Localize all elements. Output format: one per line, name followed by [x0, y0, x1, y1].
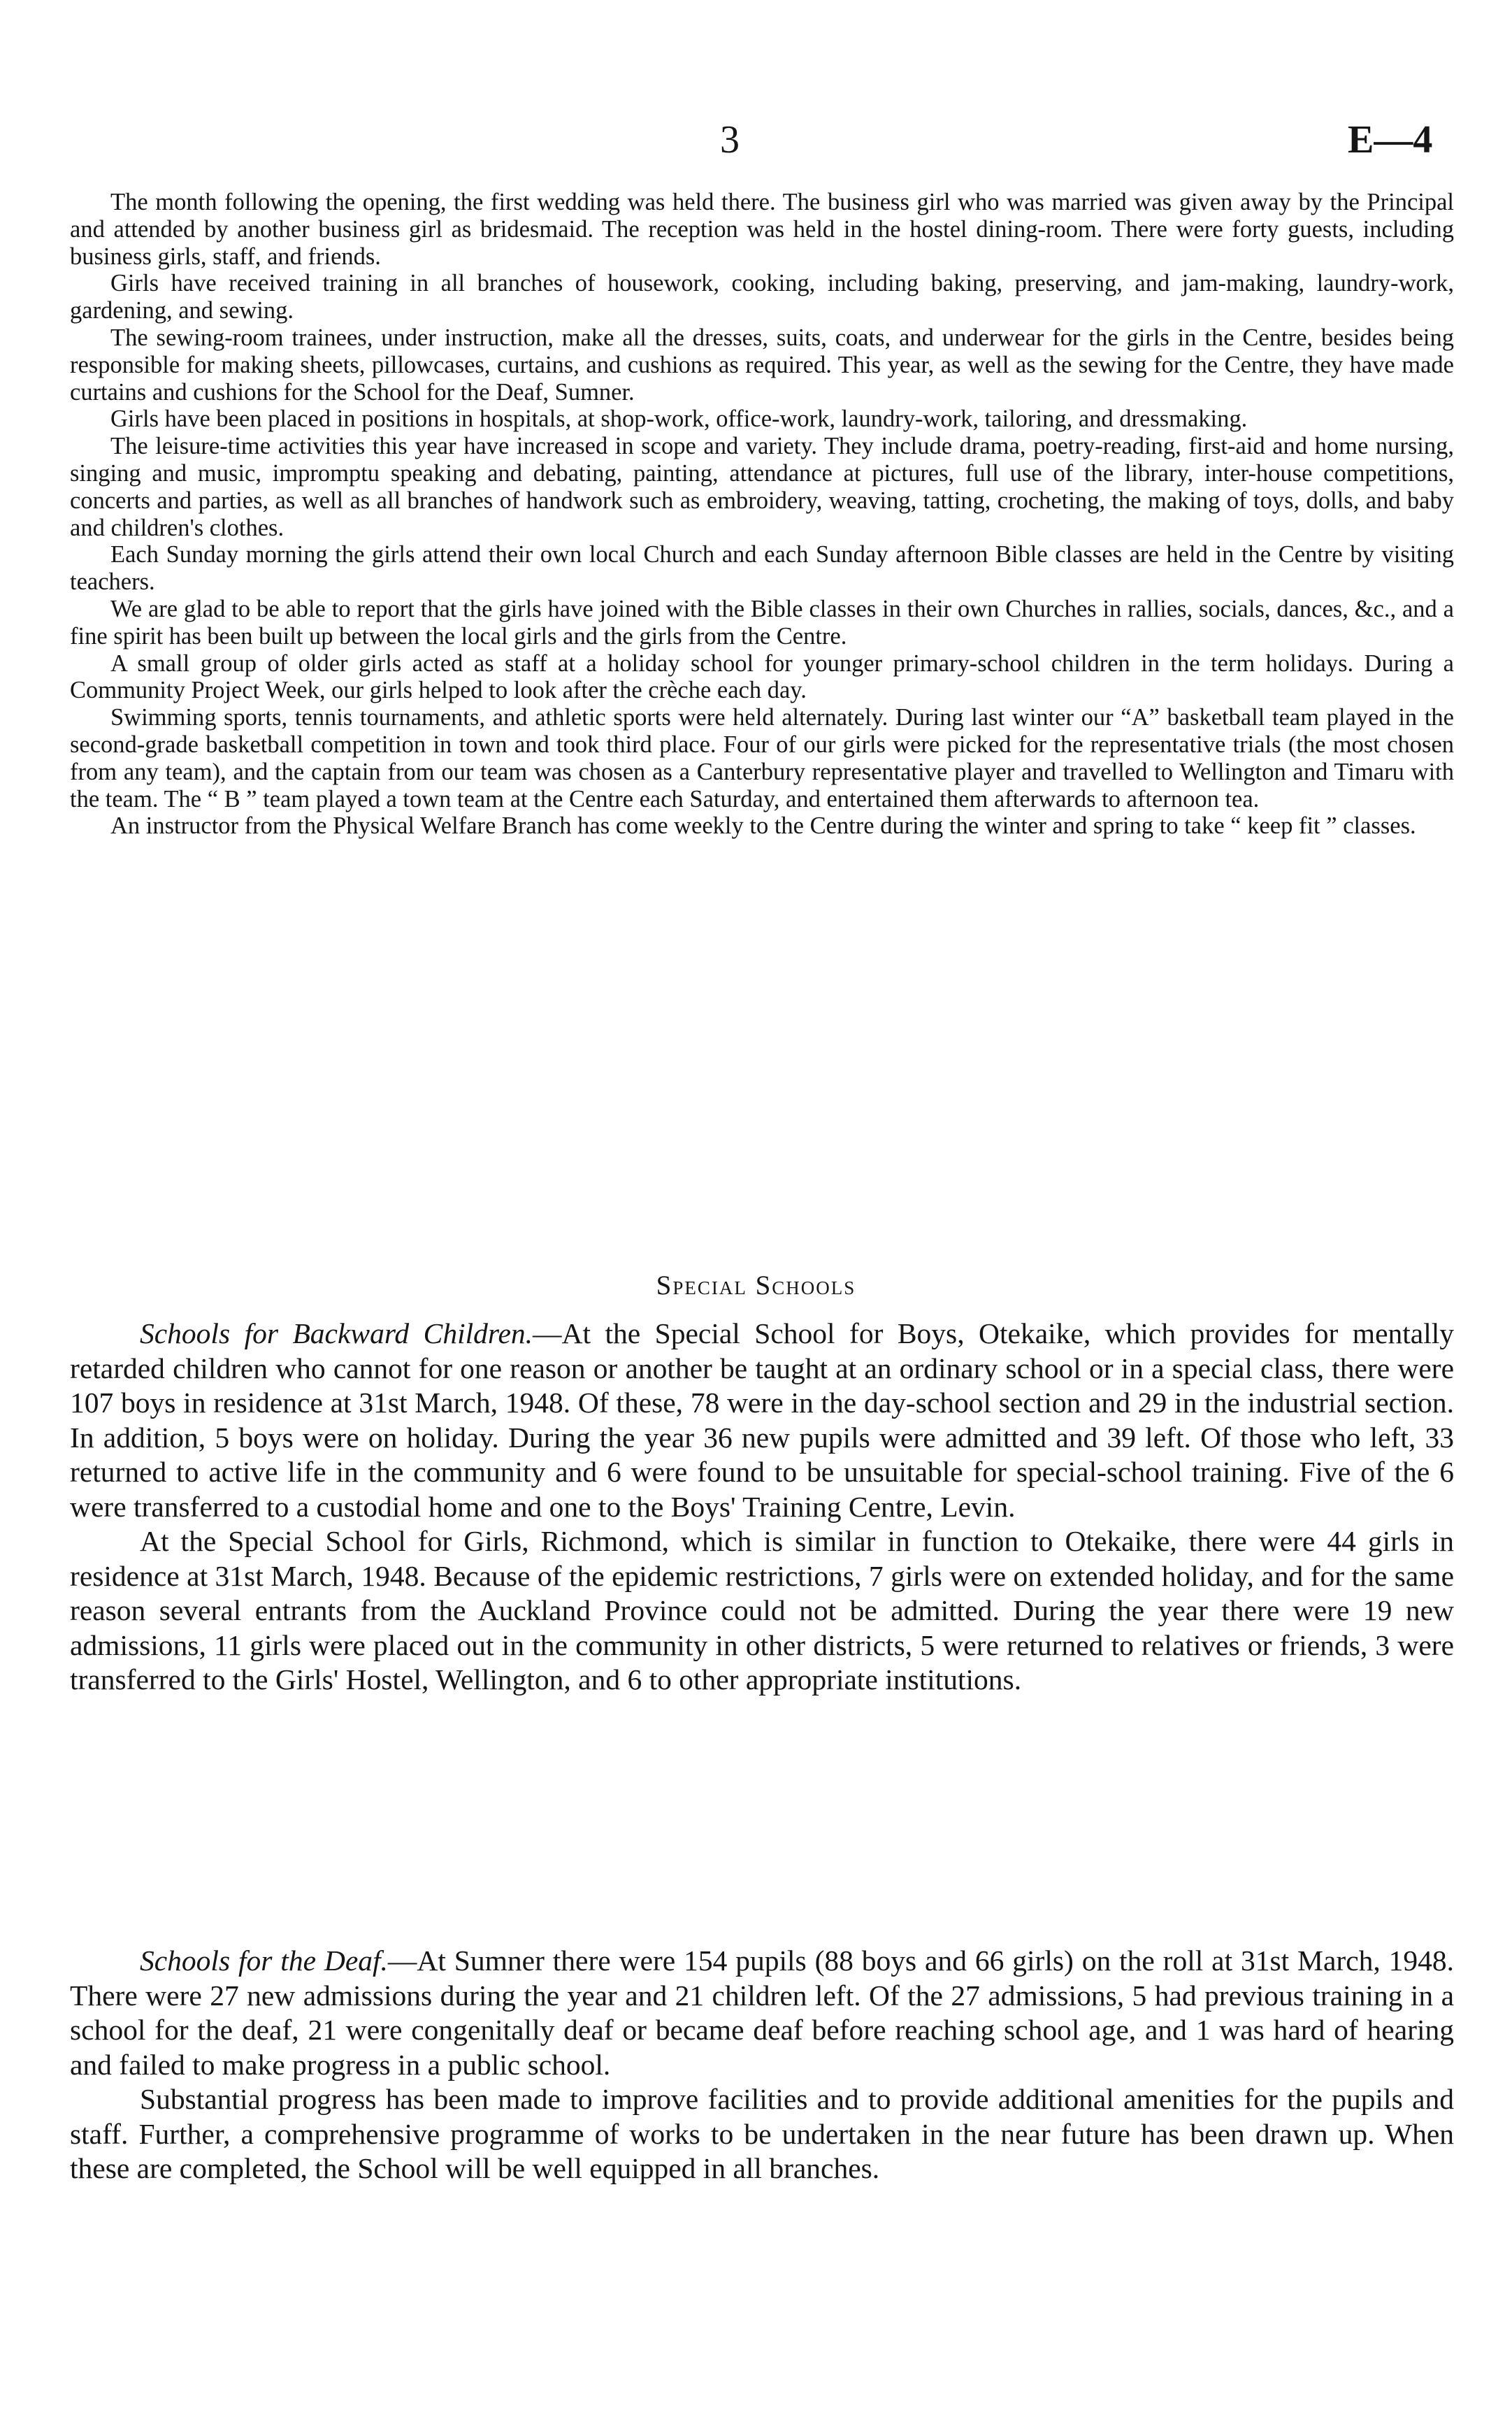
paragraph: The sewing-room trainees, under instruction, make all the dresses, suits, coats, and underwear for the girls in the Centre, besides being responsible for making sheets, pillowcases, curtains, and cushions as required. This year, as well as the sewing for the Centre, they have made curtains and cushions for the School for the Deaf, Sumner.: [70, 324, 1454, 406]
page-header: [0, 117, 1512, 173]
page-number: 3: [720, 118, 740, 162]
paragraph: Girls have been placed in positions in hospitals, at shop-work, office-work, laundry-work, tailoring, and dressmaking.: [110, 406, 1248, 433]
paragraph: [70, 1317, 1454, 1524]
paragraph: At the Special School for Girls, Richmond, which is similar in function to Otekaike, there were 44 girls in residence at 31st March, 1948. Because of the epidemic restrictions, 7 girls were on extended holiday, and for the same reason several entrants from the Auckland Province could not be admitted. During the year there were 19 new admissions, 11 girls were placed out in the community in other districts, 5 were returned to relatives or friends, 3 were transferred to the Girls' Hostel, Wellington, and 6 to other appropriate institutions.: [70, 1525, 1454, 1696]
girls-centre-section: [70, 189, 1454, 840]
paragraph: Girls have received training in all branches of housework, cooking, including baking, preserving, and jam-making, laundry-work, gardening, and sewing.: [70, 270, 1454, 324]
paragraph-text: —At the Special School for Boys, Otekaike, which provides for mentally retarded children who cannot for one reason or another be taught at an ordinary school or in a special class, there were 107 boys in residence at 31st March, 1948. Of these, 78 were in the day-school section and 29 in the industrial section. In addition, 5 boys were on holiday. During the year 36 new pupils were admitted and 39 left. Of those who left, 33 returned to active life in the community and 6 were found to be unsuitable for special-school training. Five of the 6 were transferred to a custodial home and one to the Boys' Training Centre, Levin.: [70, 1317, 1455, 1523]
paragraph: Each Sunday morning the girls attend their own local Church and each Sunday afternoon Bible classes are held in the Centre by visiting teachers.: [70, 541, 1454, 596]
run-in-heading: Schools for Backward Children.: [140, 1317, 533, 1349]
paragraph: We are glad to be able to report that the girls have joined with the Bible classes in their own Churches in rallies, socials, dances, &c., and a fine spirit has been built up between the local girls and the girls from the Centre.: [70, 595, 1454, 650]
paragraph: The month following the opening, the first wedding was held there. The business girl who was married was given away by the Principal and attended by another business girl as bridesmaid. The reception was held in the hostel dining-room. There were forty guests, including business girls, staff, and friends.: [70, 189, 1454, 270]
backward-children-section: [70, 1317, 1454, 1698]
deaf-schools-section: [70, 1944, 1454, 2186]
paragraph: An instructor from the Physical Welfare Branch has come weekly to the Centre during the winter and spring to take “ keep fit ” classes.: [110, 812, 1416, 840]
paragraph: Swimming sports, tennis tournaments, and athletic sports were held alternately. During last winter our “A” basketball team played in the second-grade basketball competition in town and took third place. Four of our girls were picked for the representative trials (the most chosen from any team), and the captain from our team was chosen as a Canterbury representative player and travelled to Wellington and Timaru with the team. The “ B ” team played a town team at the Centre each Saturday, and entertained them afterwards to afternoon tea.: [70, 704, 1454, 812]
paragraph: Substantial progress has been made to improve facilities and to provide additional amenities for the pupils and staff. Further, a comprehensive programme of works to be undertaken in the near future has been drawn up. When these are completed, the School will be well equipped in all branches.: [70, 2083, 1454, 2184]
run-in-heading: Schools for the Deaf.: [140, 1944, 388, 1977]
paragraph: A small group of older girls acted as staff at a holiday school for younger primary-school children in the term holidays. During a Community Project Week, our girls helped to look after the crèche each day.: [70, 650, 1454, 704]
section-heading: Special Schools: [656, 1270, 856, 1300]
paragraph: [70, 1944, 1454, 2082]
paragraph: The leisure-time activities this year have increased in scope and variety. They include drama, poetry-reading, first-aid and home nursing, singing and music, impromptu speaking and debating, painting, attendance at pictures, full use of the library, inter-house competitions, concerts and parties, as well as all branches of handwork such as embroidery, weaving, tatting, crocheting, the making of toys, dolls, and baby and children's clothes.: [70, 433, 1454, 541]
paragraph-text: —At Sumner there were 154 pupils (88 boys and 66 girls) on the roll at 31st March, 1948. There were 27 new admissions during the year and 21 children left. Of the 27 admissions, 5 had previous training in a school for the deaf, 21 were congenitally deaf or became deaf before reaching school age, and 1 was hard of hearing and failed to make progress in a public school.: [70, 1944, 1454, 2081]
document-code: E—4: [1348, 118, 1433, 162]
